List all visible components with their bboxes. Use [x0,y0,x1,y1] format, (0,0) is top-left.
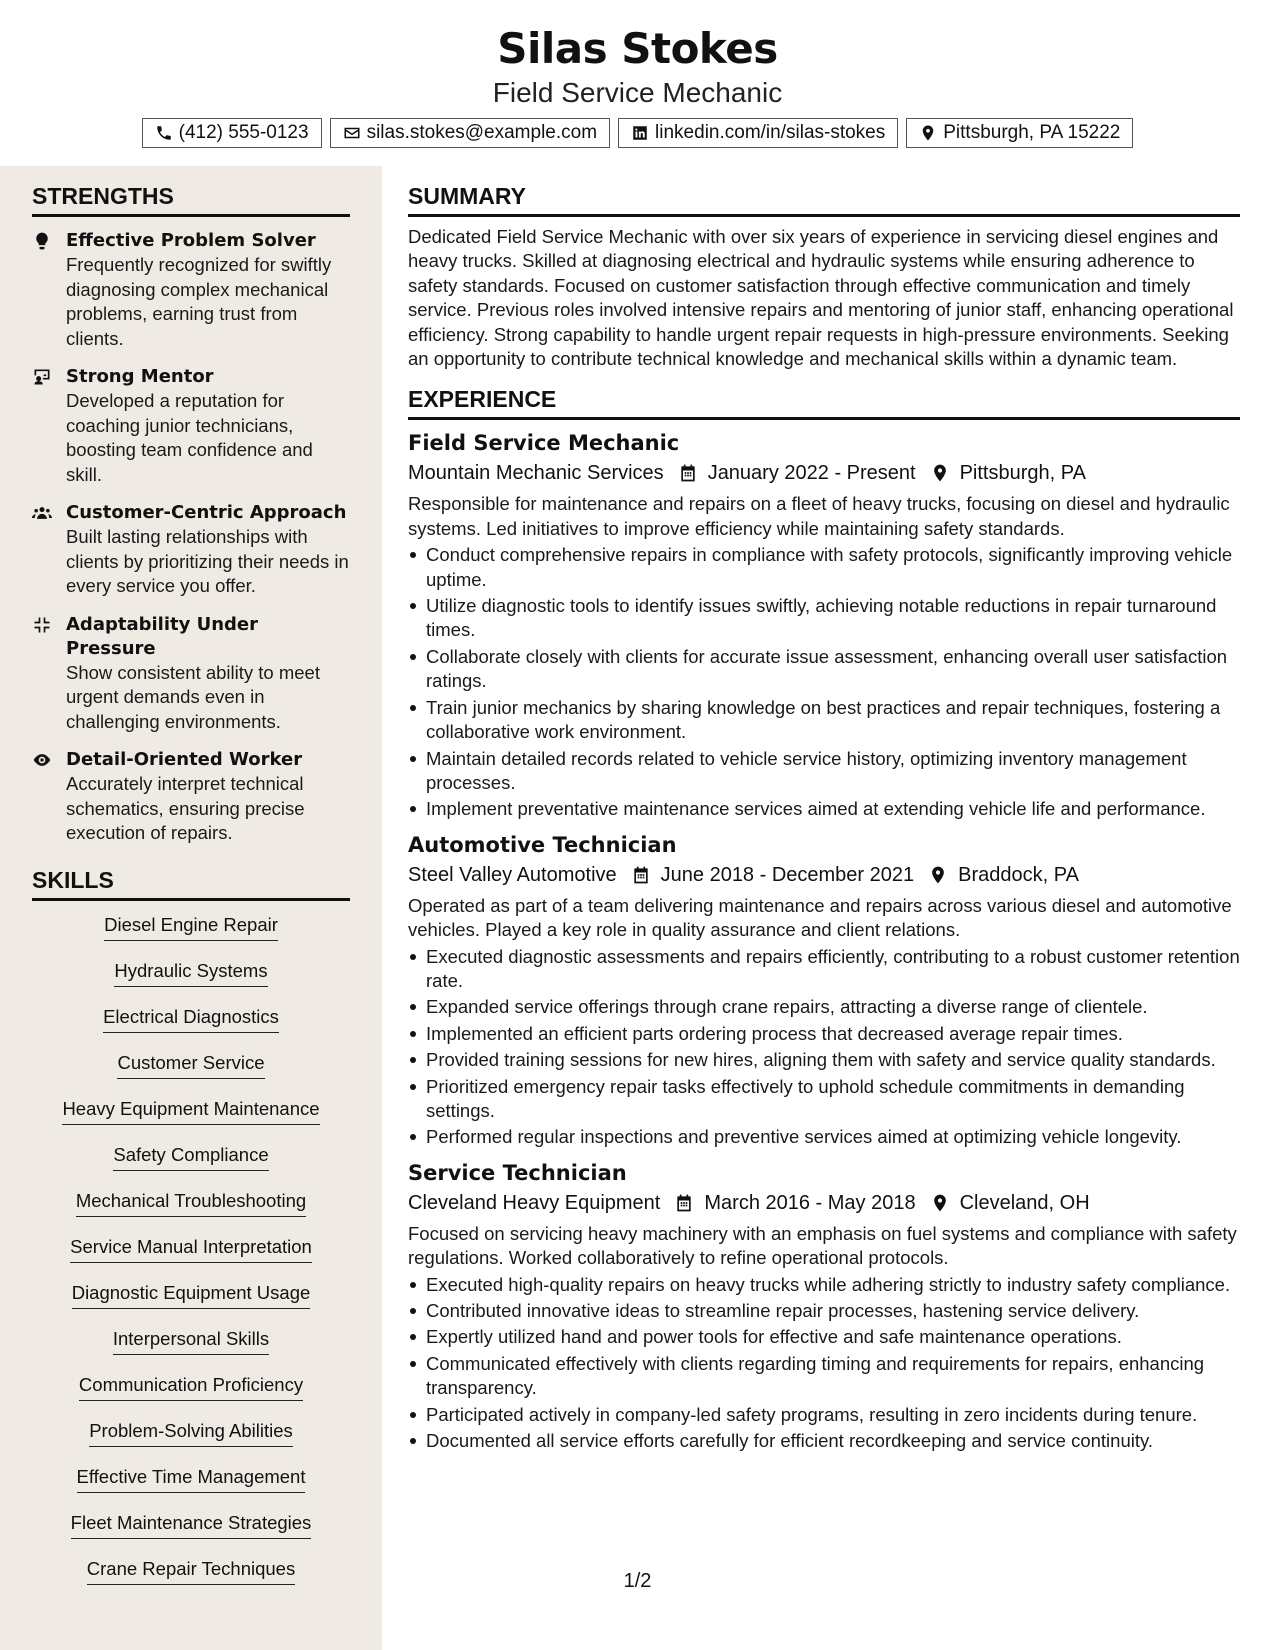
strength-title: Effective Problem Solver [66,230,316,251]
skill-row [32,959,350,1005]
sidebar [0,166,382,1650]
strength-item [32,229,350,351]
contact-text: linkedin.com/in/silas-stokes [655,122,886,143]
strength-icon-wrap [32,229,54,351]
job-dates: March 2016 - May 2018 [704,1191,916,1214]
job-dates: June 2018 - December 2021 [660,863,915,886]
skill-tag: Effective Time Management [77,1465,306,1493]
job-bullet: Utilize diagnostic tools to identify issues swiftly, achieving notable reductions in repair turnaround times. [408,594,1240,643]
contact-bar [0,118,1275,148]
strength-title: Strong Mentor [66,366,214,387]
job-dates: January 2022 - Present [707,462,916,485]
skill-row [32,1189,350,1235]
strength-item [32,501,350,599]
strength-body [66,613,350,735]
strength-icon-wrap [32,613,54,735]
job-bullet: Collaborate closely with clients for accurate issue assessment, enhancing overall user satisfaction ratings. [408,645,1240,694]
strength-description: Show consistent ability to meet urgent demands even in challenging environments. [66,661,320,732]
users-icon [32,503,52,523]
job-description: Operated as part of a team delivering maintenance and repairs across various diesel and automotive vehicles. Played a key role in quality assurance and client relations. [408,894,1232,941]
skill-row [32,1465,350,1511]
strengths-list [32,229,350,846]
candidate-name: Silas Stokes [497,24,778,73]
strength-icon-wrap [32,748,54,846]
map-pin-icon [928,865,948,885]
eye-icon [32,750,52,770]
job-bullet: Executed high-quality repairs on heavy trucks while adhering strictly to industry safety compliance. [408,1273,1240,1297]
job-title: Field Service Mechanic [408,431,680,456]
skill-tag: Safety Compliance [113,1143,268,1171]
job-bullet: Prioritized emergency repair tasks effectively to uphold schedule commitments in demanding settings. [408,1075,1240,1124]
resume-header [0,0,1275,148]
strength-description: Developed a reputation for coaching junior technicians, boosting team confidence and skill. [66,390,313,485]
skill-tag: Diesel Engine Repair [104,913,278,941]
job-description: Responsible for maintenance and repairs on a fleet of heavy trucks, focusing on diesel and hydraulic systems. Led initiatives to improve efficiency while maintaining safety standards. [408,493,1230,539]
strength-item [32,613,350,735]
job-bullet: Expanded service offerings through crane repairs, attracting a diverse range of clientele. [408,995,1240,1019]
candidate-title: Field Service Mechanic [492,77,783,108]
job-bullet: Implemented an efficient parts ordering process that decreased average repair times. [408,1022,1240,1046]
map-pin-icon [919,124,937,142]
skill-row [32,1419,350,1465]
map-pin-icon [930,463,950,483]
compress-icon [32,615,52,635]
skill-row [32,1097,350,1143]
skill-row [32,1511,350,1557]
skill-row [32,1143,350,1189]
skills-list [32,913,350,1603]
job-bullets [408,543,1240,821]
skill-tag: Electrical Diagnostics [103,1005,279,1033]
job-location: Braddock, PA [958,863,1079,886]
calendar-icon [678,463,698,483]
job-bullet: Expertly utilized hand and power tools for effective and safe maintenance operations. [408,1325,1240,1349]
contact-text: (412) 555-0123 [178,122,309,143]
experience-heading: EXPERIENCE [408,385,1240,420]
job-bullet: Implement preventative maintenance services aimed at extending vehicle life and performance. [408,797,1240,821]
page-number: 1/2 [623,1570,652,1592]
skill-row [32,1281,350,1327]
strength-icon-wrap [32,365,54,487]
teacher-icon [32,367,52,387]
job-bullet: Provided training sessions for new hires, aligning them with safety and service quality standards. [408,1048,1240,1072]
strength-body [66,748,350,846]
skill-tag: Communication Proficiency [79,1373,303,1401]
contact-item[interactable] [906,118,1133,148]
strength-title: Detail-Oriented Worker [66,749,303,770]
skill-row [32,1327,350,1373]
linkedin-icon [631,124,649,142]
job-bullet: Documented all service efforts carefully for efficient recordkeeping and service continuity. [408,1429,1240,1453]
skill-row [32,1005,350,1051]
skill-tag: Crane Repair Techniques [87,1557,295,1585]
job-company: Steel Valley Automotive [408,863,617,886]
skill-tag: Mechanical Troubleshooting [76,1189,306,1217]
job-entry [408,428,1240,821]
job-bullet: Performed regular inspections and preventive services aimed at optimizing vehicle longevity. [408,1125,1240,1149]
job-company: Mountain Mechanic Services [408,462,664,485]
job-bullet: Communicated effectively with clients regarding timing and requirements for repairs, enhancing transparency. [408,1352,1240,1401]
job-location: Cleveland, OH [959,1191,1090,1214]
skill-tag: Interpersonal Skills [113,1327,269,1355]
skill-row [32,1051,350,1097]
job-title: Service Technician [408,1160,627,1185]
job-bullet: Executed diagnostic assessments and repairs efficiently, contributing to a robust customer retention rate. [408,945,1240,994]
envelope-icon [343,124,361,142]
job-description: Focused on servicing heavy machinery with an emphasis on fuel systems and compliance with safety regulations. Worked collaboratively to refine operational protocols. [408,1222,1237,1269]
summary-heading: SUMMARY [408,182,1240,217]
strength-body [66,365,350,487]
job-company: Cleveland Heavy Equipment [408,1191,661,1214]
job-entry [408,1158,1240,1454]
strength-description: Built lasting relationships with clients by prioritizing their needs in every service you offer. [66,526,349,596]
strength-item [32,365,350,487]
strength-title: Adaptability Under Pressure [66,613,258,659]
contact-item[interactable] [142,118,322,148]
job-bullets [408,945,1240,1150]
phone-icon [155,124,173,142]
job-entry [408,830,1240,1150]
strength-title: Customer-Centric Approach [66,502,347,523]
skill-tag: Hydraulic Systems [114,959,267,987]
strength-item [32,748,350,846]
strength-body [66,229,350,351]
job-meta [408,1188,1240,1218]
strength-description: Accurately interpret technical schematics, ensuring precise execution of repairs. [66,773,305,843]
job-bullet: Contributed innovative ideas to streamline repair processes, hastening service delivery. [408,1299,1240,1323]
skill-row [32,1235,350,1281]
job-bullet: Maintain detailed records related to vehicle service history, optimizing inventory management processes. [408,747,1240,796]
strengths-heading: STRENGTHS [32,182,350,217]
skill-tag: Heavy Equipment Maintenance [62,1097,319,1125]
strength-description: Frequently recognized for swiftly diagnosing complex mechanical problems, earning trust from clients. [66,254,332,349]
skill-tag: Fleet Maintenance Strategies [71,1511,312,1539]
calendar-icon [674,1193,694,1213]
skill-tag: Customer Service [117,1051,264,1079]
lightbulb-icon [32,231,52,251]
skills-heading: SKILLS [32,866,350,901]
contact-item[interactable] [618,118,898,148]
job-bullets [408,1273,1240,1454]
main-content [408,166,1240,1453]
experience-list [408,428,1240,1453]
skill-row [32,1373,350,1419]
contact-text: Pittsburgh, PA 15222 [943,122,1121,143]
job-bullet: Conduct comprehensive repairs in compliance with safety protocols, significantly improving vehicle uptime. [408,543,1240,592]
job-meta [408,458,1240,488]
skill-tag: Diagnostic Equipment Usage [72,1281,311,1309]
job-bullet: Train junior mechanics by sharing knowledge on best practices and repair techniques, fostering a collaborative work environment. [408,696,1240,745]
strength-body [66,501,350,599]
job-location: Pittsburgh, PA [959,462,1086,485]
map-pin-icon [930,1193,950,1213]
calendar-icon [631,865,651,885]
contact-item[interactable] [330,118,610,148]
skill-tag: Service Manual Interpretation [70,1235,312,1263]
job-title: Automotive Technician [408,832,677,857]
skill-row [32,913,350,959]
skill-tag: Problem-Solving Abilities [89,1419,293,1447]
strength-icon-wrap [32,501,54,599]
job-meta [408,860,1240,890]
contact-text: silas.stokes@example.com [366,122,598,143]
job-bullet: Participated actively in company-led safety programs, resulting in zero incidents during tenure. [408,1403,1240,1427]
summary-text: Dedicated Field Service Mechanic with over six years of experience in servicing diesel engines and heavy trucks. Skilled at diagnosing electrical and hydraulic systems while ensuring adherence to safety standards. Focused on customer satisfaction through effective communication and timely service. Previous roles involved intensive repairs and mentoring of junior staff, enhancing operational efficiency. Strong capability to handle urgent repair requests in high-pressure environments. Seeking an opportunity to contribute technical knowledge and mechanical skills within a dynamic team. [408,226,1234,370]
